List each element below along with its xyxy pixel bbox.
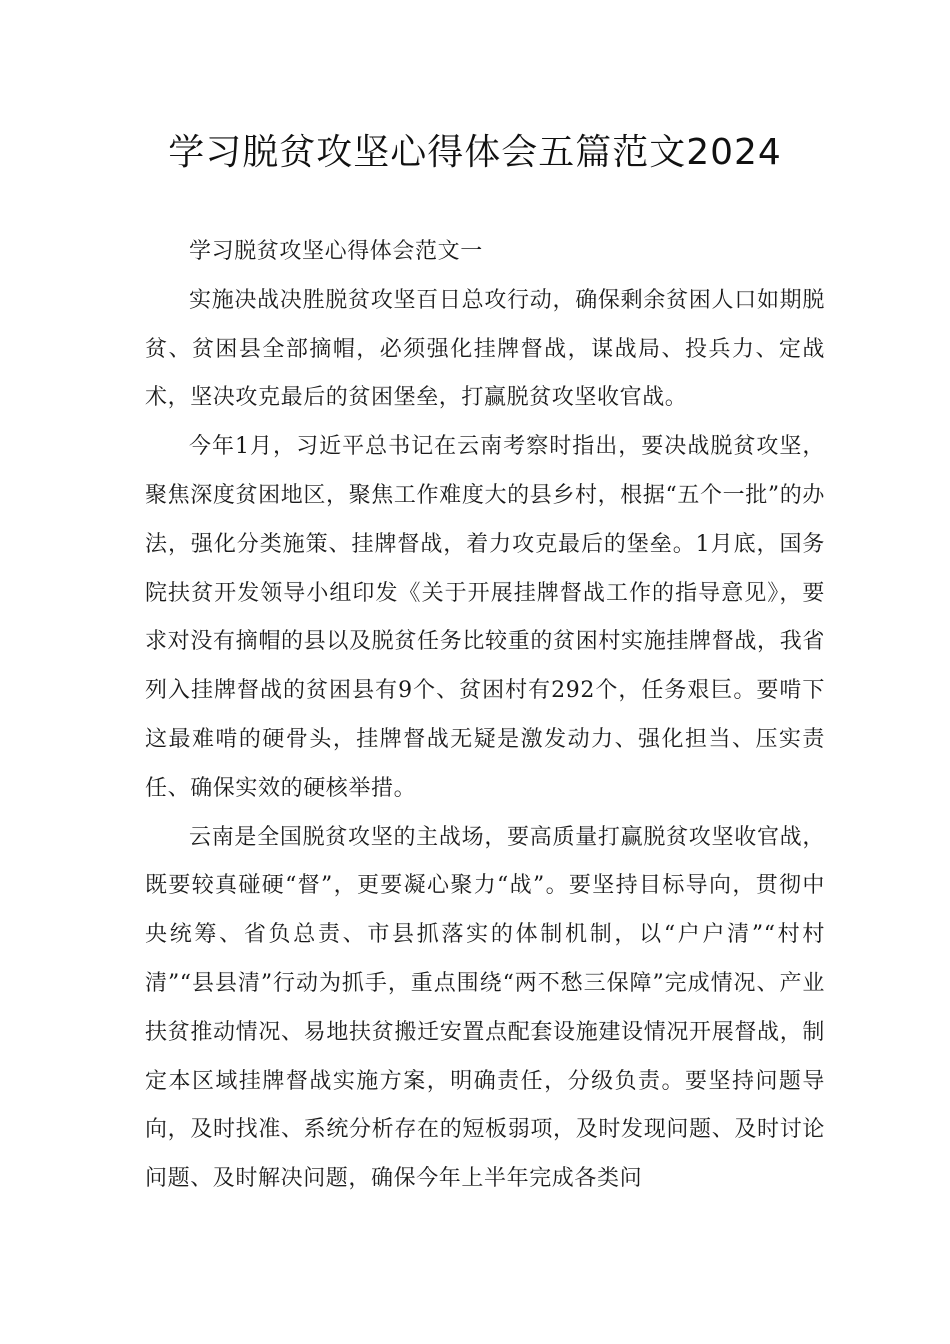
body-paragraph: 实施决战决胜脱贫攻坚百日总攻行动，确保剩余贫困人口如期脱贫、贫困县全部摘帽，必须强化挂牌督战，谋战局、投兵力、定战术，坚决攻克最后的贫困堡垒，打赢脱贫攻坚收官战。 — [145, 287, 825, 411]
document-title: 学习脱贫攻坚心得体会五篇范文2024 — [168, 132, 782, 173]
section-heading: 学习脱贫攻坚心得体会范文一 — [189, 239, 483, 264]
document-body — [145, 228, 825, 1204]
body-paragraph: 今年1月，习近平总书记在云南考察时指出，要决战脱贫攻坚，聚焦深度贫困地区，聚焦工作难度大的县乡村，根据“五个一批”的办法，强化分类施策、挂牌督战，着力攻克最后的堡垒。1月底，国务院扶贫开发领导小组印发《关于开展挂牌督战工作的指导意见》，要求对没有摘帽的县以及脱贫任务比较重的贫困村实施挂牌督战，我省列入挂牌督战的贫困县有9个、贫困村有292个，任务艰巨。要啃下这最难啃的硬骨头，挂牌督战无疑是激发动力、强化担当、压实责任、确保实效的硬核举措。 — [145, 434, 825, 801]
body-paragraph: 云南是全国脱贫攻坚的主战场，要高质量打赢脱贫攻坚收官战，既要较真碰硬“督”，更要凝心聚力“战”。要坚持目标导向，贯彻中央统筹、省负总责、市县抓落实的体制机制，以“户户清”“村村清”“县县清”行动为抓手，重点围绕“两不愁三保障”完成情况、产业扶贫推动情况、易地扶贫搬迁安置点配套设施建设情况开展督战，制定本区域挂牌督战实施方案，明确责任，分级负责。要坚持问题导向，及时找准、系统分析存在的短板弱项，及时发现问题、及时讨论问题、及时解决问题，确保今年上半年完成各类问 — [145, 824, 825, 1192]
